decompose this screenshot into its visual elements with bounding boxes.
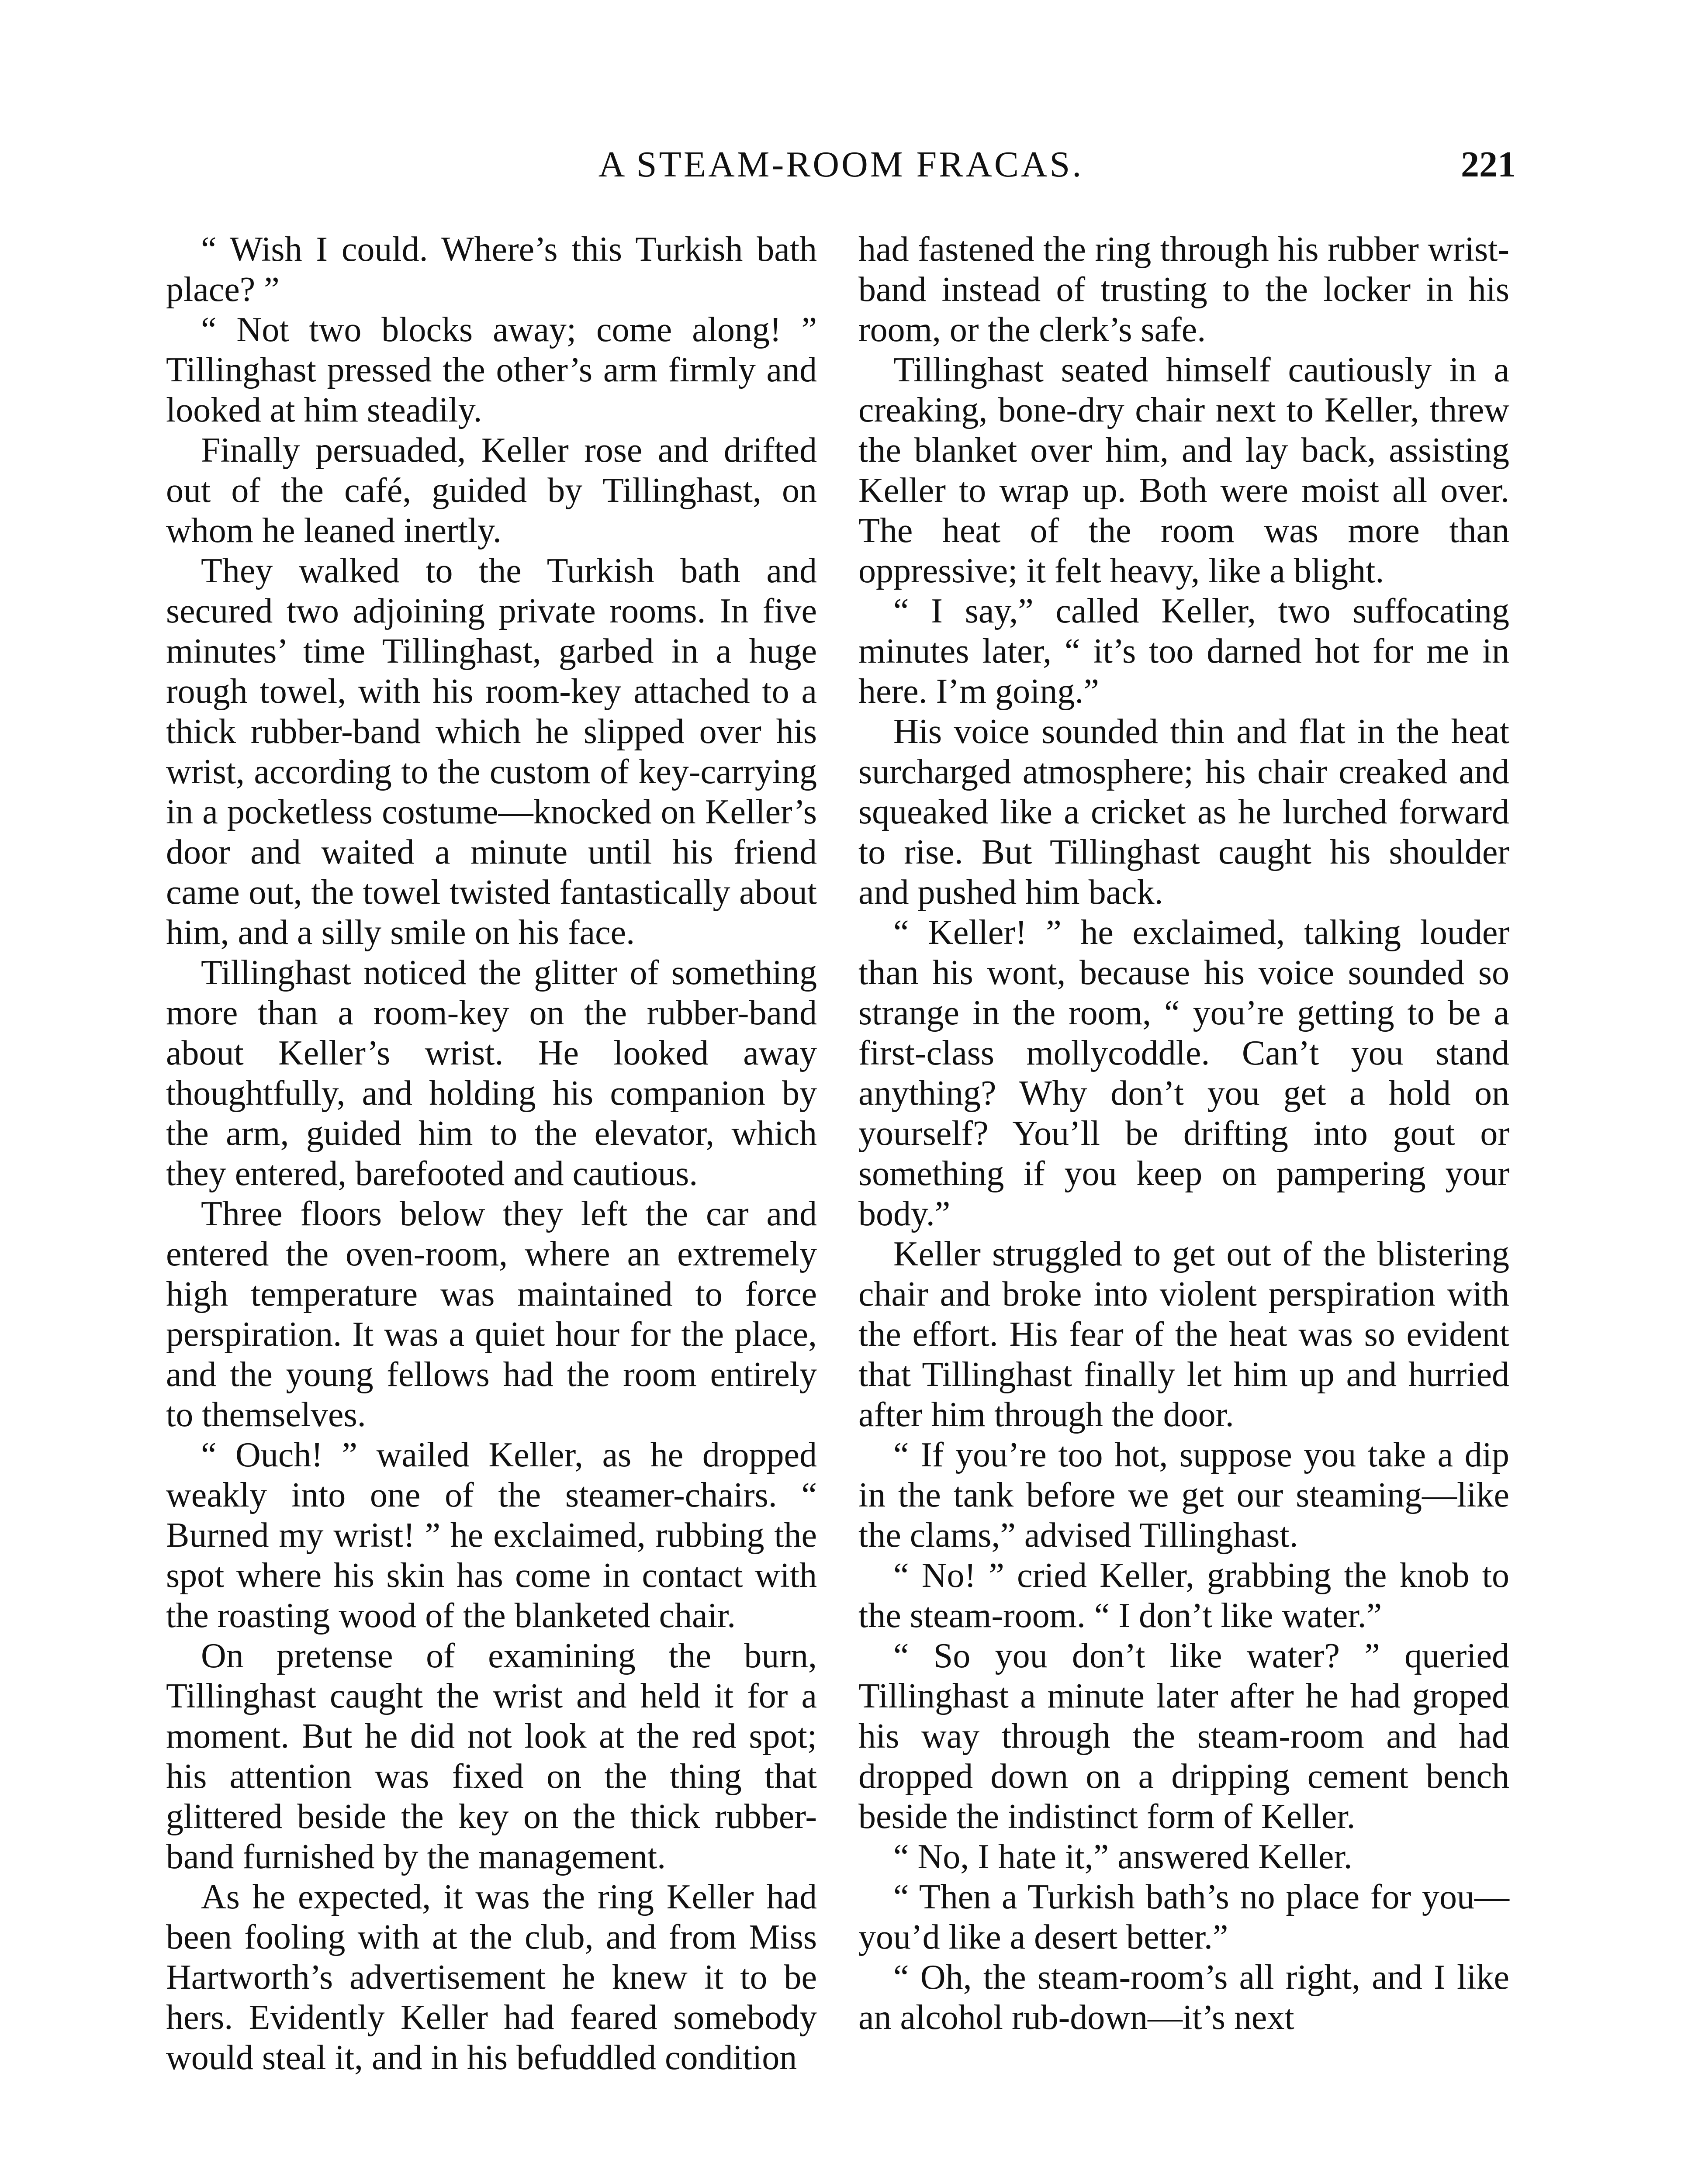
running-title: A STEAM-ROOM FRACAS. [598,144,1084,185]
paragraph: As he expected, it was the ring Keller had been fooling with at the club, and from Miss Hartworth’s advertisement he knew it to be hers. Evidently Keller had feared somebody would steal it, and in his befuddled condition [166,1878,817,2077]
paragraph: “ So you don’t like water? ” queried Tillinghast a minute later after he had groped his way through the steam-room and had dropped down on a dripping cement bench beside the indistinct form of Keller. [858,1637,1509,1836]
right-column [858,229,1509,2038]
page-number: 221 [1461,144,1516,185]
paragraph: Three floors below they left the car and entered the oven-room, where an extremely high temperature was maintained to force perspiration. It was a quiet hour for the place, and the young fellows had the room entirely to themselves. [166,1195,817,1434]
paragraph: “ Ouch! ” wailed Keller, as he dropped weakly into one of the steamer-chairs. “ Burned my wrist! ” he exclaimed, rubbing the spot where his skin has come in contact with the roasting wood of the blanketed chair. [166,1436,817,1635]
paragraph: “ Keller! ” he exclaimed, talking louder than his wont, because his voice sounded so strange in the room, “ you’re getting to be a first-class mollycoddle. Can’t you stand anything? Why don’t you get a hold on yourself? You’ll be drifting into gout or something if you keep on pampering your body.” [858,913,1509,1233]
paragraph: Finally persuaded, Keller rose and drifted out of the café, guided by Tillinghast, on whom he leaned inertly. [166,431,817,550]
paragraph-continued: had fastened the ring through his rubber wrist-band instead of trusting to the locker in his room, or the clerk’s safe. [858,230,1509,349]
paragraph: “ Wish I could. Where’s this Turkish bath place? ” [166,230,817,309]
paragraph: On pretense of examining the burn, Tillinghast caught the wrist and held it for a moment. But he did not look at the red spot; his attention was fixed on the thing that glittered beside the key on the thick rubber-band furnished by the management. [166,1637,817,1876]
paragraph: His voice sounded thin and flat in the heat surcharged atmosphere; his chair creaked and squeaked like a cricket as he lurched forward to rise. But Tillinghast caught his shoulder and pushed him back. [858,712,1509,912]
page-header [166,141,1516,193]
paragraph: Tillinghast noticed the glitter of something more than a room-key on the rubber-band about Keller’s wrist. He looked away thoughtfully, and holding his companion by the arm, guided him to the elevator, which they entered, barefooted and cautious. [166,954,817,1193]
paragraph: “ Oh, the steam-room’s all right, and I like an alcohol rub-down—it’s next [858,1958,1509,2037]
paragraph: They walked to the Turkish bath and secured two adjoining private rooms. In five minutes’ time Tillinghast, garbed in a huge rough towel, with his room-key attached to a thick rubber-band which he slipped over his wrist, according to the custom of key-carrying in a pocketless costume—knocked on Keller’s door and waited a minute until his friend came out, the towel twisted fantastically about him, and a silly smile on his face. [166,552,817,952]
paragraph: Tillinghast seated himself cautiously in a creaking, bone-dry chair next to Keller, threw the blanket over him, and lay back, assisting Keller to wrap up. Both were moist all over. The heat of the room was more than oppressive; it felt heavy, like a blight. [858,351,1509,590]
left-column [166,229,817,2078]
paragraph: “ Not two blocks away; come along! ” Tillinghast pressed the other’s arm firmly and looked at him steadily. [166,311,817,429]
paragraph: Keller struggled to get out of the blistering chair and broke into violent perspiration with the effort. His fear of the heat was so evident that Tillinghast finally let him up and hurried after him through the door. [858,1235,1509,1434]
paragraph: “ If you’re too hot, suppose you take a dip in the tank before we get our steaming—like the clams,” advised Tillinghast. [858,1436,1509,1555]
paragraph: “ No! ” cried Keller, grabbing the knob to the steam-room. “ I don’t like water.” [858,1556,1509,1635]
paragraph: “ No, I hate it,” answered Keller. [893,1838,1352,1876]
paragraph: “ I say,” called Keller, two suffocating minutes later, “ it’s too darned hot for me in here. I’m going.” [858,592,1509,711]
paragraph: “ Then a Turkish bath’s no place for you—you’d like a desert better.” [858,1878,1509,1956]
